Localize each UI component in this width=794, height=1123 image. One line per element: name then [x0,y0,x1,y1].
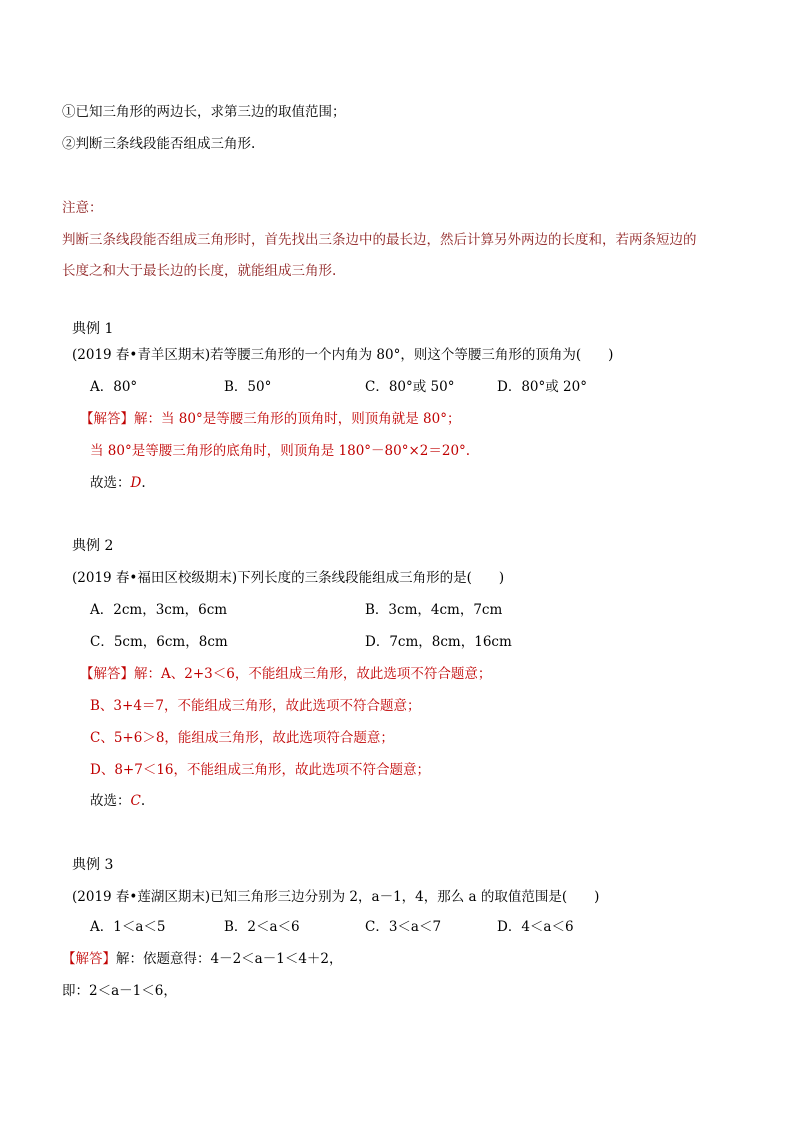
example-2-option-b: B．3cm，4cm，7cm [365,602,503,618]
example-1-option-a: A．80° [90,379,138,395]
answer-suffix: . [141,475,146,491]
example-3-solution-line-2: 即：2＜a－1＜6， [62,983,177,999]
example-2-option-c: C．5cm，6cm，8cm [90,634,228,650]
answer-prefix: 故选： [90,793,131,809]
example-1-option-d: D．80°或 20° [497,379,587,395]
solution-text: 解：A、2+3＜6，不能组成三角形，故此选项不符合题意； [134,666,492,682]
intro-item-2: ②判断三条线段能否组成三角形. [62,136,256,152]
answer-prefix: 故选： [90,475,131,491]
solution-text: 解：依题意得：4－2＜a－1＜4＋2， [116,951,343,967]
example-2-solution-line-4: D、8+7＜16，不能组成三角形，故此选项不符合题意； [90,762,430,778]
example-2-title: 典例 2 [72,538,114,554]
solution-tag: 【解答】 [80,666,134,682]
example-2-solution-line-3: C、5+6＞8，能组成三角形，故此选项符合题意； [90,730,394,746]
example-3-option-b: B．2＜a＜6 [224,919,300,935]
example-3-option-d: D．4＜a＜6 [497,919,574,935]
example-2-question: (2019 春•福田区校级期末)下列长度的三条线段能组成三角形的是( ) [72,570,505,586]
intro-item-1: ①已知三角形的两边长，求第三边的取值范围； [62,104,346,120]
solution-text: 解：当 80°是等腰三角形的顶角时，则顶角就是 80°； [134,411,461,427]
example-3-title: 典例 3 [72,857,114,873]
example-1-option-b: B．50° [224,379,272,395]
example-2-solution-line-2: B、3+4＝7，不能组成三角形，故此选项不符合题意； [90,698,421,714]
example-3-option-a: A．1＜a＜5 [90,919,166,935]
example-2-option-d: D．7cm，8cm，16cm [365,634,512,650]
example-2-solution-line-1 [80,665,491,683]
example-1-question: (2019 春•青羊区期末)若等腰三角形的一个内角为 80°，则这个等腰三角形的顶角为( ) [72,347,614,363]
note-line-1: 判断三条线段能否组成三角形时，首先找出三条边中的最长边，然后计算另外两边的长度和，若两条短边的 [62,232,697,248]
example-3-option-c: C．3＜a＜7 [365,919,442,935]
example-2-answer [90,792,145,810]
example-3-solution-line-1 [62,950,343,968]
example-1-title: 典例 1 [72,321,114,337]
example-1-answer [90,474,146,492]
answer-letter: C [130,793,141,809]
example-1-option-c: C．80°或 50° [365,379,455,395]
solution-tag: 【解答】 [62,951,116,967]
answer-letter: D [130,475,142,491]
note-line-2: 长度之和大于最长边的长度，就能组成三角形. [62,263,337,279]
example-1-solution-line-2: 当 80°是等腰三角形的底角时，则顶角是 180°－80°×2＝20°. [90,443,471,459]
example-3-question: (2019 春•莲湖区期末)已知三角形三边分别为 2，a－1，4，那么 a 的取值范围是( ) [72,889,600,905]
example-2-option-a: A．2cm，3cm，6cm [90,602,228,618]
example-1-solution-line-1 [80,410,460,428]
solution-tag: 【解答】 [80,411,134,427]
note-label: 注意： [62,200,103,216]
answer-suffix: . [140,793,146,809]
